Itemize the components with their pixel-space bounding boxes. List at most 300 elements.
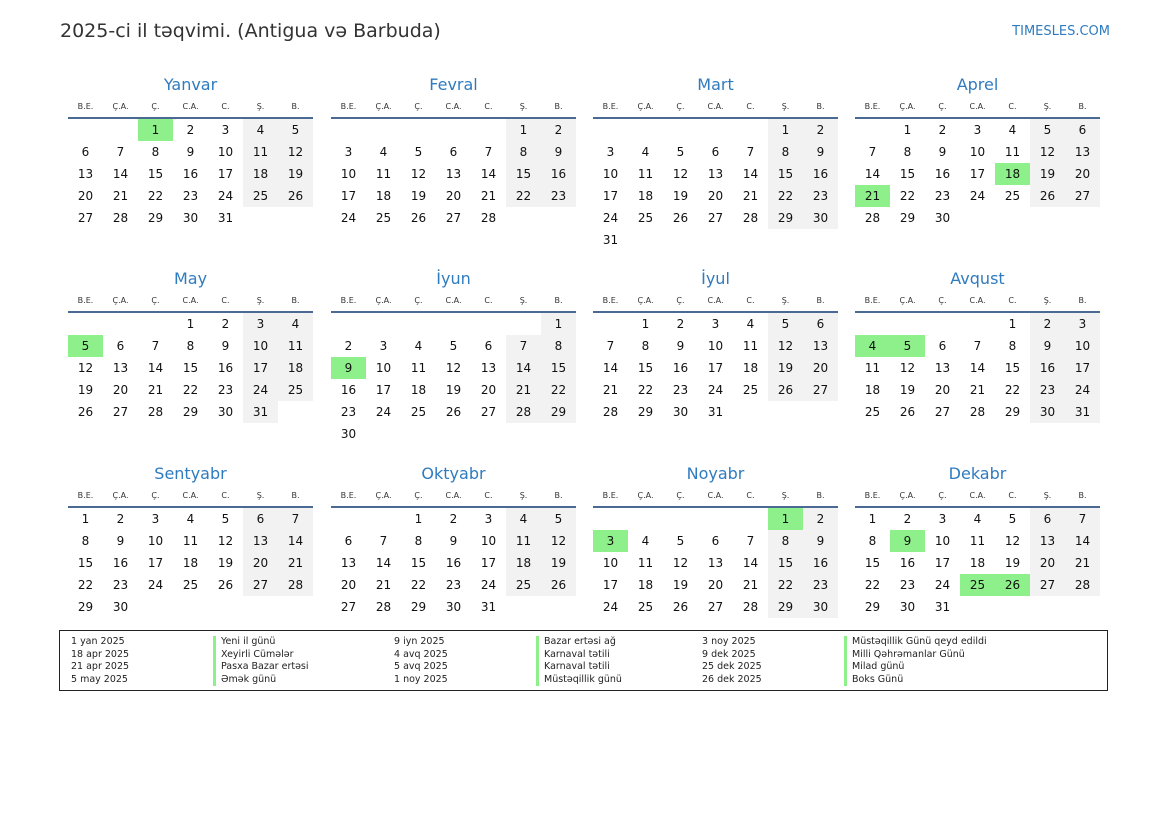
day-cell: 6 [344,534,353,548]
day-cell: 15 [899,167,916,181]
empty-cell [628,119,663,141]
empty-cell [733,119,768,141]
weekday-label: Ç. [938,491,947,500]
day-cell: 13 [1030,530,1065,552]
weekday-label: C.A. [445,102,462,111]
empty-cell [68,313,103,335]
day-cell: 9 [1030,335,1065,357]
day-cell: 4 [186,512,195,526]
day-cell: 11 [375,167,392,181]
day-cell: 6 [484,339,493,353]
day-cell: 24 [602,600,619,614]
weekday-label: B.E. [864,296,881,305]
day-cell: 16 [672,361,689,375]
weekday-label: Ş. [256,491,265,500]
day-cell: 25 [375,211,392,225]
weekday-label: C.A. [707,102,724,111]
day-cell: 4 [641,534,650,548]
day-cell: 4 [973,512,982,526]
day-cell: 15 [182,361,199,375]
day-cell: 18 [410,383,427,397]
day-cell: 2 [938,123,947,137]
weekday-label: B. [816,491,825,500]
month-6 [331,268,576,445]
weekday-label: Ş. [781,102,790,111]
day-cell: 7 [1065,508,1100,530]
day-cell: 24 [147,578,164,592]
day-cell: 6 [81,145,90,159]
day-cell: 11 [1004,145,1021,159]
weekday-label: Ş. [781,491,790,500]
legend-dates [394,636,534,686]
weekday-label: Ç. [151,296,160,305]
weekday-label: B.E. [77,102,94,111]
empty-cell [331,313,366,335]
day-cell: 17 [707,361,724,375]
legend-date: 18 apr 2025 [71,648,130,660]
month-name: Aprel [956,75,999,94]
month-name: Dekabr [948,464,1007,483]
day-cell: 9 [803,141,838,163]
empty-cell [593,119,628,141]
weekday-label: Ç.A. [112,491,129,500]
month-name: Sentyabr [154,464,227,483]
day-cell: 22 [541,379,576,401]
empty-cell [68,119,103,141]
day-cell: 30 [934,211,951,225]
day-cell: 29 [637,405,654,419]
empty-cell [663,119,698,141]
day-cell: 21 [480,189,497,203]
empty-cell [663,508,698,530]
day-cell: 15 [410,556,427,570]
month-8 [855,268,1100,423]
day-cell: 23 [445,578,462,592]
day-cell: 30 [672,405,689,419]
day-cell: 18 [637,189,654,203]
day-cell: 25 [410,405,427,419]
day-cell: 24 [1065,379,1100,401]
empty-cell [628,508,663,530]
weekday-label: B.E. [864,102,881,111]
legend-date: 9 iyn 2025 [394,636,445,647]
empty-cell [436,313,471,335]
day-cell: 7 [746,534,755,548]
day-cell: 9 [676,339,685,353]
day-cell: 26 [672,211,689,225]
weekday-label: Ş. [519,296,528,305]
day-cell: 20 [934,383,951,397]
weekday-label: Ç. [414,491,423,500]
day-cell: 4 [506,508,541,530]
day-cell: 11 [637,556,654,570]
day-cell: 7 [506,335,541,357]
day-cell: 3 [711,317,720,331]
day-cell: 3 [379,339,388,353]
day-cell: 7 [278,508,313,530]
legend-holiday-name: Müstəqillik Günü qeyd edildi [852,636,987,647]
day-cell: 27 [112,405,129,419]
weekday-label: B. [816,102,825,111]
day-cell: 5 [541,508,576,530]
day-cell: 15 [541,357,576,379]
day-cell: 8 [541,335,576,357]
empty-cell [436,119,471,141]
day-cell: 30 [1030,401,1065,423]
legend-holiday-name: Xeyirli Cümələr [221,648,294,660]
day-cell: 11 [742,339,759,353]
day-cell: 13 [707,556,724,570]
day-cell: 19 [1004,556,1021,570]
day-cell: 8 [81,534,90,548]
day-cell: 26 [445,405,462,419]
weekday-label: C. [484,491,493,500]
day-cell: 27 [77,211,94,225]
weekday-label: B.E. [77,296,94,305]
day-cell: 11 [182,534,199,548]
weekday-label: Ç.A. [637,296,654,305]
holiday-cell: 4 [855,335,890,357]
day-cell: 14 [602,361,619,375]
day-cell: 4 [379,145,388,159]
day-cell: 18 [969,556,986,570]
day-cell: 24 [340,211,357,225]
weekday-label: C. [746,296,755,305]
day-cell: 20 [340,578,357,592]
day-cell: 13 [480,361,497,375]
weekday-label: B. [816,296,825,305]
holiday-cell: 9 [890,530,925,552]
legend-holiday-name: Milli Qəhrəmanlar Günü [852,648,965,660]
empty-cell [855,313,890,335]
legend-holiday-name: Müstəqillik günü [544,673,622,685]
day-cell: 29 [768,207,803,229]
day-cell: 28 [375,600,392,614]
day-cell: 6 [1065,119,1100,141]
day-grid [593,313,838,423]
weekday-label: B. [554,102,563,111]
day-cell: 25 [182,578,199,592]
empty-cell [890,313,925,335]
day-cell: 31 [243,401,278,423]
day-cell: 30 [803,596,838,618]
day-cell: 21 [742,578,759,592]
weekday-label: B.E. [602,296,619,305]
day-cell: 18 [243,163,278,185]
day-grid [593,508,838,618]
weekday-header [68,291,313,313]
day-cell: 18 [375,189,392,203]
empty-cell [506,313,541,335]
day-cell: 17 [243,357,278,379]
weekday-header [855,291,1100,313]
day-cell: 15 [147,167,164,181]
day-cell: 27 [803,379,838,401]
day-cell: 8 [506,141,541,163]
day-cell: 9 [803,530,838,552]
day-cell: 17 [602,578,619,592]
empty-cell [698,119,733,141]
day-cell: 12 [1004,534,1021,548]
day-cell: 2 [676,317,685,331]
day-cell: 26 [541,574,576,596]
day-cell: 20 [707,578,724,592]
day-cell: 16 [899,556,916,570]
day-cell: 7 [484,145,493,159]
day-cell: 14 [864,167,881,181]
day-cell: 5 [449,339,458,353]
day-cell: 26 [672,600,689,614]
day-cell: 20 [112,383,129,397]
day-cell: 10 [147,534,164,548]
day-cell: 19 [217,556,234,570]
weekday-header [593,97,838,119]
day-cell: 3 [973,123,982,137]
legend-date: 5 may 2025 [71,673,128,685]
month-5 [68,268,313,423]
day-cell: 8 [768,530,803,552]
day-cell: 10 [934,534,951,548]
day-cell: 17 [340,189,357,203]
holiday-cell: 18 [995,163,1030,185]
day-cell: 28 [480,211,497,225]
weekday-label: C.A. [182,296,199,305]
day-cell: 2 [903,512,912,526]
day-cell: 28 [506,401,541,423]
day-cell: 17 [1065,357,1100,379]
legend-date: 21 apr 2025 [71,661,130,672]
day-cell: 26 [899,405,916,419]
day-cell: 10 [602,556,619,570]
day-cell: 29 [77,600,94,614]
day-cell: 8 [1008,339,1017,353]
day-grid [855,119,1100,229]
day-cell: 13 [1065,141,1100,163]
empty-cell [960,313,995,335]
weekday-label: C.A. [445,296,462,305]
day-cell: 5 [1030,119,1065,141]
legend-date: 5 avq 2025 [394,661,448,672]
day-cell: 31 [217,211,234,225]
day-cell: 17 [602,189,619,203]
empty-cell [401,119,436,141]
day-cell: 25 [742,383,759,397]
empty-cell [698,508,733,530]
day-cell: 30 [803,207,838,229]
weekday-label: Ş. [1043,296,1052,305]
day-cell: 19 [541,552,576,574]
day-cell: 24 [375,405,392,419]
day-cell: 3 [484,512,493,526]
day-cell: 23 [112,578,129,592]
day-cell: 23 [541,185,576,207]
weekday-label: C. [484,296,493,305]
weekday-label: B.E. [602,102,619,111]
day-cell: 19 [445,383,462,397]
empty-cell [103,313,138,335]
day-cell: 4 [1008,123,1017,137]
day-cell: 19 [899,383,916,397]
day-cell: 22 [768,574,803,596]
day-cell: 30 [217,405,234,419]
day-cell: 13 [445,167,462,181]
empty-cell [855,119,890,141]
day-cell: 20 [1065,163,1100,185]
day-cell: 18 [182,556,199,570]
day-grid [331,119,576,229]
day-cell: 8 [868,534,877,548]
day-cell: 18 [637,578,654,592]
weekday-label: Ç.A. [375,491,392,500]
legend-date: 9 dek 2025 [702,648,756,660]
day-cell: 16 [217,361,234,375]
day-cell: 8 [186,339,195,353]
day-cell: 29 [541,401,576,423]
weekday-label: Ç.A. [899,491,916,500]
day-cell: 30 [112,600,129,614]
day-cell: 4 [414,339,423,353]
day-cell: 15 [768,552,803,574]
empty-cell [366,119,401,141]
month-name: İyul [701,269,730,288]
day-cell: 27 [707,600,724,614]
day-cell: 2 [541,119,576,141]
day-cell: 20 [480,383,497,397]
day-cell: 24 [217,189,234,203]
day-cell: 26 [768,379,803,401]
month-name: Fevral [429,75,478,94]
day-cell: 5 [676,145,685,159]
legend-date: 1 noy 2025 [394,673,448,685]
site-link[interactable]: TIMESLES.COM [1012,24,1110,39]
day-cell: 27 [934,405,951,419]
weekday-label: C. [221,102,230,111]
month-name: Avqust [950,269,1005,288]
empty-cell [103,119,138,141]
weekday-label: Ç.A. [899,102,916,111]
day-cell: 14 [506,357,541,379]
day-cell: 22 [77,578,94,592]
day-cell: 28 [969,405,986,419]
day-cell: 7 [868,145,877,159]
legend-holiday-name: Boks Günü [852,673,904,685]
day-cell: 9 [116,534,125,548]
weekday-label: C.A. [707,296,724,305]
holiday-cell: 25 [960,574,995,596]
weekday-label: B. [1078,491,1087,500]
day-cell: 29 [864,600,881,614]
day-cell: 23 [217,383,234,397]
day-cell: 14 [969,361,986,375]
day-cell: 7 [606,339,615,353]
day-cell: 1 [414,512,423,526]
day-cell: 12 [672,556,689,570]
day-cell: 31 [707,405,724,419]
day-cell: 29 [899,211,916,225]
day-cell: 21 [112,189,129,203]
weekday-label: B. [554,491,563,500]
day-cell: 14 [480,167,497,181]
day-cell: 31 [934,600,951,614]
day-cell: 12 [672,167,689,181]
day-cell: 30 [182,211,199,225]
day-cell: 6 [1030,508,1065,530]
day-cell: 18 [278,357,313,379]
weekday-label: B. [1078,102,1087,111]
holiday-cell: 5 [68,335,103,357]
day-cell: 11 [278,335,313,357]
day-cell: 22 [182,383,199,397]
weekday-label: C.A. [445,491,462,500]
empty-cell [471,313,506,335]
day-cell: 8 [151,145,160,159]
day-cell: 17 [217,167,234,181]
weekday-header [331,97,576,119]
day-cell: 24 [707,383,724,397]
weekday-label: Ç.A. [899,296,916,305]
day-cell: 20 [243,552,278,574]
day-cell: 19 [768,357,803,379]
legend-dates [71,636,211,686]
day-cell: 27 [707,211,724,225]
day-cell: 16 [182,167,199,181]
weekday-label: C. [221,296,230,305]
day-grid [68,508,313,618]
weekday-label: B.E. [340,491,357,500]
day-cell: 13 [803,335,838,357]
month-name: Mart [697,75,734,94]
day-cell: 10 [1065,335,1100,357]
day-cell: 12 [410,167,427,181]
holiday-cell: 26 [995,574,1030,596]
day-cell: 22 [1004,383,1021,397]
legend-holiday-name: Milad günü [852,661,905,672]
empty-cell [138,313,173,335]
day-cell: 7 [746,145,755,159]
day-cell: 16 [541,163,576,185]
day-cell: 9 [186,145,195,159]
day-cell: 2 [803,119,838,141]
day-cell: 7 [151,339,160,353]
month-name: Oktyabr [421,464,486,483]
day-cell: 9 [541,141,576,163]
weekday-header [855,97,1100,119]
day-cell: 22 [899,189,916,203]
weekday-label: B.E. [340,296,357,305]
day-cell: 10 [707,339,724,353]
day-cell: 18 [864,383,881,397]
day-cell: 5 [768,313,803,335]
day-grid [68,119,313,229]
day-cell: 2 [116,512,125,526]
weekday-label: C.A. [182,102,199,111]
day-cell: 17 [969,167,986,181]
weekday-label: Ç. [938,102,947,111]
weekday-label: C.A. [182,491,199,500]
empty-cell [925,313,960,335]
day-cell: 27 [1030,574,1065,596]
day-cell: 1 [506,119,541,141]
day-cell: 2 [803,508,838,530]
weekday-label: Ç. [414,102,423,111]
day-grid [855,313,1100,423]
day-cell: 31 [602,233,619,247]
day-cell: 1 [186,317,195,331]
day-cell: 19 [672,189,689,203]
day-cell: 9 [938,145,947,159]
day-cell: 10 [243,335,278,357]
day-cell: 12 [1030,141,1065,163]
